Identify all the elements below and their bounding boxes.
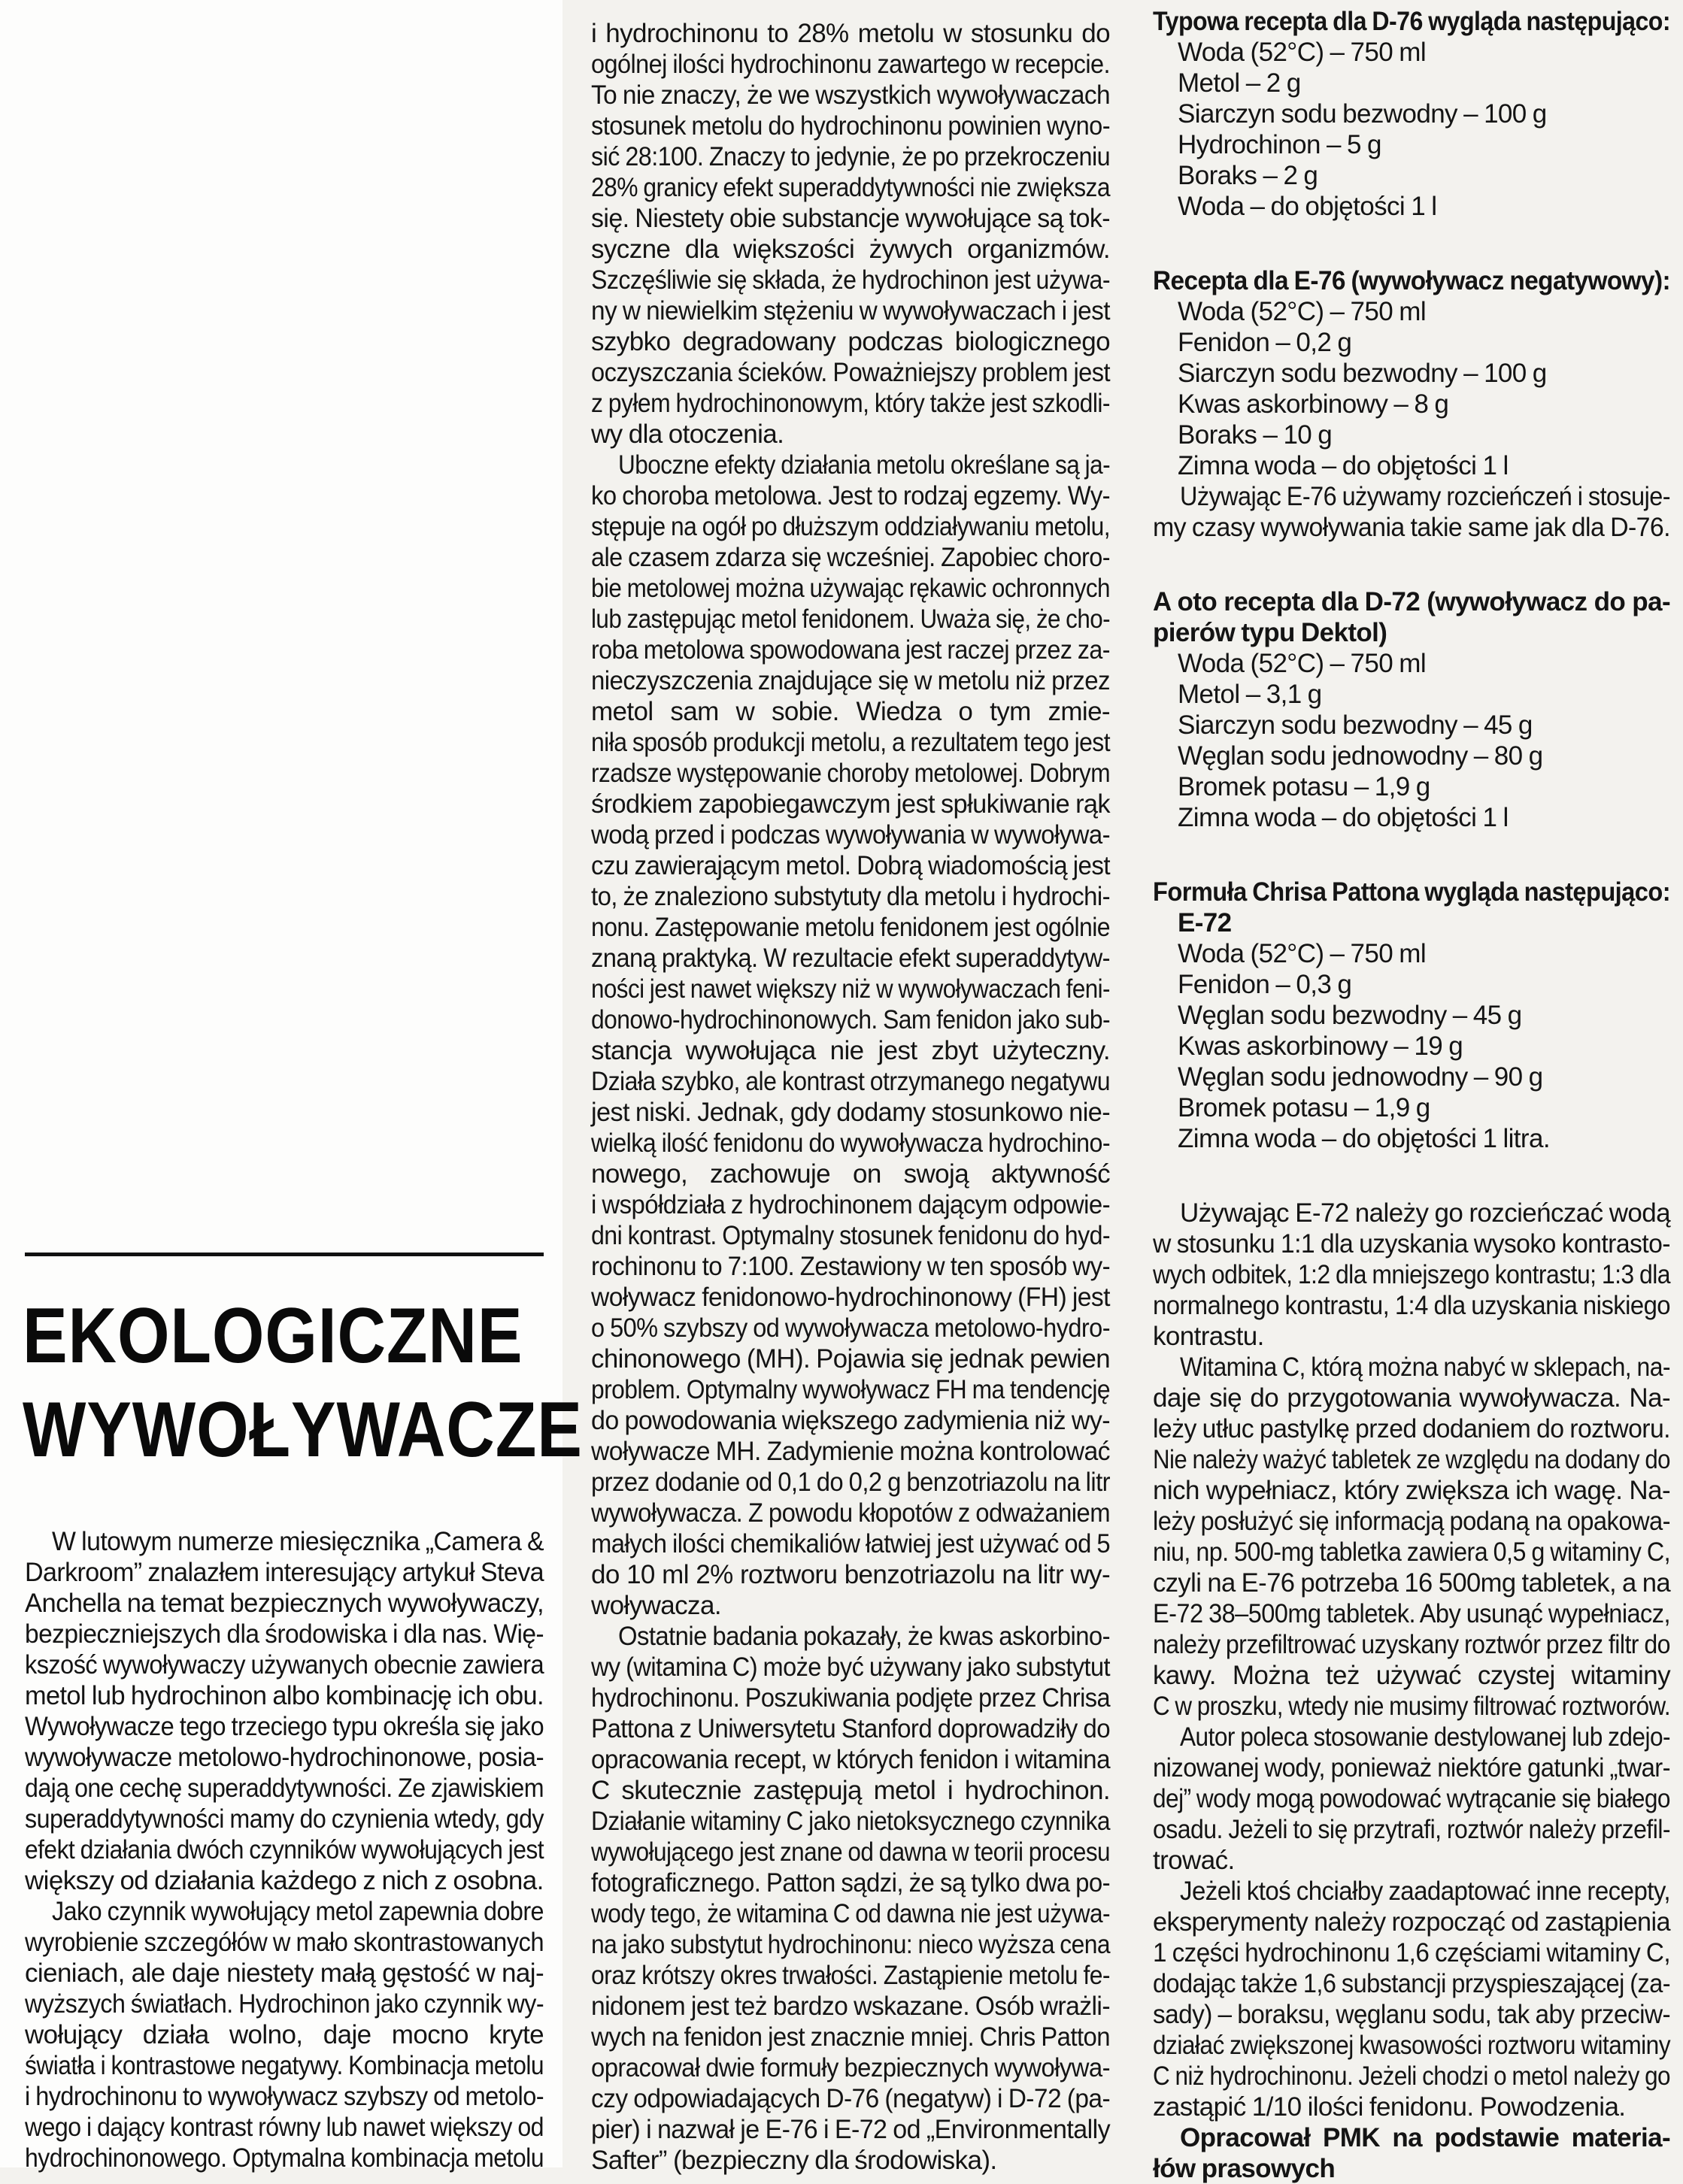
body-line: syczne dla większości żywych organizmów. [591,235,1110,264]
body-line: ogólnej ilości hydrochinonu zawartego w recepcie. [591,50,1110,79]
body-line: pier) i nazwał je E-76 i E-72 od „Environmentally [591,2115,1111,2144]
body-line: znaną praktyką. W rezultacie efekt superaddytyw- [591,944,1110,973]
recipe-block [1153,877,1670,1154]
spacer [1153,222,1670,265]
recipe-ingredient: Woda (52°C) – 750 ml [1178,297,1427,326]
recipe-ingredient: Metol – 2 g [1178,68,1301,98]
body-line: oraz krótszy okres trwałości. Zastąpienie metolu fe- [591,1961,1110,1990]
body-line: nidonem jest też bardzo wskazane. Osób wrażli- [591,1992,1110,2021]
recipe-ingredient: Fenidon – 0,2 g [1178,328,1352,357]
body-line: nowego, zachowuje on swoją aktywność [591,1159,1110,1189]
body-line: Wywoływacze tego trzeciego typu określa się jako [25,1712,544,1741]
body-line: Nie należy ważyć tabletek ze względu na dodany do [1153,1445,1670,1474]
recipe-ingredient: Woda (52°C) – 750 ml [1178,649,1427,678]
recipe-heading: Recepta dla E-76 (wywoływacz negatywowy): [1153,266,1671,295]
body-line: ale czasem zdarza się wcześniej. Zapobiec choro- [591,543,1110,572]
body-line: woływacze MH. Zadymienie można kontrolować [591,1437,1110,1466]
body-line: Anchella na temat bezpiecznych wywoływaczy, [25,1589,544,1618]
body-line: rzadsze występowanie choroby metolowej. Dobrym [591,759,1110,788]
body-line: i hydrochinonu to 28% metolu w stosunku do [591,19,1110,48]
body-line: czy odpowiadających D-76 (negatyw) i D-72 (pa- [591,2084,1111,2113]
recipe-heading: Typowa recepta dla D-76 wygląda następująco: [1153,7,1670,36]
body-line: woływacz fenidonowo-hydrochinonowy (FH) jest [591,1283,1110,1312]
recipe-ingredient: Kwas askorbinowy – 19 g [1178,1031,1463,1061]
spacer [1153,543,1670,586]
body-line: opracował dwie formuły bezpiecznych wywoływa- [591,2053,1110,2083]
body-line: małych ilości chemikaliów łatwiej jest używać od 5 [591,1529,1110,1558]
recipe-ingredient: Siarczyn sodu bezwodny – 45 g [1178,710,1533,740]
body-line: hydrochinonu. Poszukiwania podjęte przez Chrisa [591,1683,1111,1713]
article-title-line: EKOLOGICZNE [23,1292,523,1380]
body-line: nizowanej wody, ponieważ niektóre gatunki „twar- [1153,1753,1670,1783]
body-line: To nie znaczy, że we wszystkich wywoływaczach [591,80,1111,110]
body-line: działać zwiększonej kwasowości roztworu witaminy [1153,2031,1671,2060]
body-line: wych na fenidon jest znacznie mniej. Chris Patton [591,2022,1111,2052]
recipe-ingredient: Boraks – 2 g [1178,161,1318,190]
recipe-block [1153,586,1670,833]
recipe-ingredient: Woda (52°C) – 750 ml [1178,38,1427,67]
spacer [1153,833,1670,877]
body-line: wielką ilość fenidonu do wywoływacza hydrochino- [591,1128,1111,1158]
article-title-line: WYWOŁYWACZE [23,1386,583,1474]
body-line: do 10 ml 2% roztworu benzotriazolu na litr wy- [591,1560,1110,1589]
body-line: ności jest nawet większy niż w wywoływaczach feni- [591,974,1110,1004]
recipe-note: my czasy wywoływania takie same jak dla D-76. [1153,513,1671,542]
body-line: z pyłem hydrochinonowym, który także jest szkodli- [591,389,1110,418]
body-line: i hydrochinonu to wywoływacz szybszy od metolo- [25,2082,544,2111]
recipe-heading: pierów typu Dektol) [1153,618,1387,647]
body-line: sady) – boraksu, węglanu sodu, tak aby przeciw- [1153,2000,1671,2029]
body-line: chinonowego (MH). Pojawia się jednak pewien [591,1344,1111,1374]
body-line: bezpieczniejszych dla środowiska i dla nas. Wię- [25,1619,544,1649]
body-line: szybko degradowany podczas biologicznego [591,327,1110,356]
body-line: przez dodanie od 0,1 do 0,2 g benzotriazolu na litr [591,1468,1110,1497]
body-line: Jeżeli ktoś chciałby zaadaptować inne recepty, [1180,1877,1671,1906]
body-line: Jako czynnik wywołujący metol zapewnia dobre [52,1897,544,1926]
body-line: światła i kontrastowe negatywy. Kombinacja metolu [25,2051,544,2080]
body-line: do powodowania większego zadymienia niż wy- [591,1406,1111,1435]
body-line: hydrochinonowego. Optymalna kombinacja metolu [25,2143,544,2173]
body-line: woływacza. [591,1591,721,1620]
body-line: daje się do przygotowania wywoływacza. Na- [1153,1383,1670,1413]
body-line: wywołującego jest znane od dawna w teorii procesu [591,1837,1111,1867]
body-line: sić 28:100. Znaczy to jedynie, że po przekroczeniu [591,142,1111,171]
credit-line: łów prasowych [1153,2154,1336,2183]
body-line: leży posłużyć się informacją podaną na opakowa- [1153,1507,1671,1536]
body-line: dni kontrast. Optymalny stosunek fenidonu do hyd- [591,1221,1111,1250]
spacer [1153,1154,1670,1198]
body-line: problem. Optymalny wywoływacz FH ma tendencję [591,1375,1111,1404]
body-line: stosunek metolu do hydrochinonu powinien wyno- [591,111,1110,141]
body-line: ny w niewielkim stężeniu w wywoływaczach i jest [591,296,1110,326]
body-line: na jako substytut hydrochinonu: nieco wyższa cena [591,1930,1111,1959]
body-line: nieczyszczenia znajdujące się w metolu niż przez [591,666,1110,695]
body-line: efekt działania dwóch czynników wywołujących jest [25,1835,544,1864]
body-line: Witamina C, którą można nabyć w sklepach, na- [1180,1353,1671,1382]
body-line: wego i dający kontrast równy lub nawet większy od [25,2113,544,2142]
recipe-heading: Formuła Chrisa Pattona wygląda następująco: [1153,877,1671,907]
body-line: oczyszczania ścieków. Poważniejszy problem jest [591,358,1111,387]
body-line: o 50% szybszy od wywoływacza metolowo-hydro- [591,1313,1110,1343]
recipe-ingredient: Siarczyn sodu bezwodny – 100 g [1178,359,1547,388]
recipe-ingredient: Hydrochinon – 5 g [1178,130,1381,159]
recipe-ingredient: Zimna woda – do objętości 1 l [1178,451,1509,480]
recipe-ingredient: Boraks – 10 g [1178,420,1333,450]
recipe-ingredient: Węglan sodu jednowodny – 80 g [1178,741,1543,771]
body-line: niła sposób produkcji metolu, a rezultatem tego jest [591,728,1111,757]
body-line: dej” wody mogą powodować wytrącanie się białego [1153,1784,1670,1813]
body-line: wy dla otoczenia. [591,420,784,449]
body-line: należy przefiltrować uzyskany roztwór przez filtr do [1153,1630,1670,1659]
body-line: wody tego, że witamina C od dawna nie jest używa- [591,1899,1111,1928]
body-line: wy (witamina C) może być używany jako substytut [591,1652,1111,1682]
body-line: Szczęśliwie się składa, że hydrochinon jest używa- [591,265,1110,295]
body-line: dają one cechę superaddytywności. Ze zjawiskiem [25,1774,544,1803]
body-line: czyli na E-76 potrzeba 16 500mg tabletek, a na [1153,1568,1671,1598]
recipe-block [1153,265,1670,543]
right-column-body [1153,1154,1670,2122]
body-line: C skutecznie zastępują metol i hydrochinon. [591,1776,1110,1805]
body-line: wyrobienie szczegółów w mało skontrastowanych [25,1928,544,1957]
left-column-body [25,1526,544,2173]
body-line: C w proszku, wtedy nie musimy filtrować roztworów. [1153,1692,1671,1721]
body-line: w stosunku 1:1 dla uzyskania wysoko kontrasto- [1153,1229,1670,1259]
body-line: stępuje na ogół po dłuższym oddziaływaniu metolu, [591,512,1111,541]
body-line: Pattona z Uniwersytetu Stanford doprowadziły do [591,1714,1110,1743]
body-line: wyższych światłach. Hydrochinon jako czynnik wy- [25,1989,544,2019]
body-line: i współdziała z hydrochinonem dającym odpowie- [591,1190,1111,1219]
body-line: większy od działania każdego z nich z osobna. [25,1866,544,1895]
body-line: leży utłuc pastylkę przed dodaniem do roztworu. [1153,1414,1670,1443]
recipe-ingredient: Metol – 3,1 g [1178,680,1322,709]
body-line: się. Niestety obie substancje wywołujące są tok- [591,204,1110,233]
body-line: opracowania recept, w których fenidon i witamina [591,1745,1110,1774]
body-line: trować. [1153,1846,1235,1875]
article-title [23,1289,583,1477]
body-line: lub zastępując metol fenidonem. Uważa się, że cho- [591,604,1111,634]
body-line: osadu. Jeżeli to się przytrafi, roztwór należy przefil- [1153,1815,1671,1844]
body-line: metol sam w sobie. Wiedza o tym zmie- [591,697,1110,726]
body-line: bie metolowej można używając rękawic ochronnych [591,574,1110,603]
body-line: dodając także 1,6 substancji przyspieszającej (za- [1153,1969,1671,1998]
recipe-subheading: E-72 [1178,908,1232,938]
body-line: jest niski. Jednak, gdy dodamy stosunkowo nie- [591,1098,1111,1127]
body-line: kontrastu. [1153,1322,1264,1351]
recipe-ingredient: Zimna woda – do objętości 1 litra. [1178,1124,1550,1153]
body-line: superaddytywności mamy do czynienia wtedy, gdy [25,1804,544,1834]
body-line: Ostatnie badania pokazały, że kwas askorbino- [618,1622,1110,1651]
body-line: metol lub hydrochinon albo kombinację ich obu. [25,1681,544,1710]
body-line: Działa szybko, ale kontrast otrzymanego negatywu [591,1067,1110,1096]
body-line: kawy. Można też używać czystej witaminy [1153,1661,1670,1690]
recipe-heading: A oto recepta dla D-72 (wywoływacz do pa- [1153,587,1670,616]
body-line: kszość wywoływaczy używanych obecnie zawiera [25,1650,544,1680]
body-line: czu zawierającym metol. Dobrą wiadomością jest [591,851,1110,880]
middle-column-body [591,18,1110,2176]
body-line: stancja wywołująca nie jest zbyt użyteczny. [591,1036,1110,1065]
recipe-block [1153,6,1670,222]
body-line: C niż hydrochinonu. Jeżeli chodzi o metol należy go [1153,2061,1671,2091]
body-line: środkiem zapobiegawczym jest spłukiwanie rąk [591,789,1111,819]
body-line: normalnego kontrastu, 1:4 dla uzyskania niskiego [1153,1291,1670,1320]
body-line: ko choroba metolowa. Jest to rodzaj egzemy. Wy- [591,481,1111,510]
right-column [1153,6,1670,2184]
headline-rule [25,1253,544,1256]
body-line: wodą przed i podczas wywoływania w wywoływa- [591,820,1110,850]
body-line: roba metolowa spowodowana jest raczej przez za- [591,635,1110,665]
body-line: Autor poleca stosowanie destylowanej lub zdejo- [1180,1722,1670,1752]
body-line: Uboczne efekty działania metolu określane są ja- [618,450,1111,480]
recipe-ingredient: Woda – do objętości 1 l [1178,192,1437,221]
body-line: wych odbitek, 1:2 dla mniejszego kontrastu; 1:3 dla [1153,1260,1671,1289]
body-line: niu, np. 500-mg tabletka zawiera 0,5 g witaminy C, [1153,1537,1671,1567]
body-line: wołujący działa wolno, daje mocno kryte [25,2020,544,2049]
body-line: Safter” (bezpieczny dla środowiska). [591,2146,997,2175]
recipe-ingredient: Kwas askorbinowy – 8 g [1178,389,1449,419]
body-line: W lutowym numerze miesięcznika „Camera & [52,1527,544,1556]
body-line: cieniach, ale daje niestety małą gęstość w naj- [25,1958,544,1988]
recipe-ingredient: Węglan sodu bezwodny – 45 g [1178,1001,1522,1030]
recipe-ingredient: Woda (52°C) – 750 ml [1178,939,1427,968]
body-line: Darkroom” znalazłem interesujący artykuł Steva [25,1558,544,1587]
recipe-ingredient: Bromek potasu – 1,9 g [1178,772,1430,801]
recipe-note: Używając E-76 używamy rozcieńczeń i stosuje- [1180,482,1670,511]
body-line: fotograficznego. Patton sądzi, że są tylko dwa po- [591,1868,1111,1898]
recipes-section [1153,6,1670,1154]
article-credit [1153,2122,1670,2184]
body-line: eksperymenty należy rozpocząć od zastąpienia [1153,1907,1671,1937]
recipe-ingredient: Zimna woda – do objętości 1 l [1178,803,1509,832]
body-line: Działanie witaminy C jako nietoksycznego czynnika [591,1807,1110,1836]
recipe-ingredient: Siarczyn sodu bezwodny – 100 g [1178,99,1547,129]
body-line: 28% granicy efekt superaddytywności nie zwiększa [591,173,1111,202]
body-line: wywoływacze metolowo-hydrochinonowe, posia- [25,1743,544,1772]
body-line: donowo-hydrochinonowych. Sam fenidon jako sub- [591,1005,1111,1034]
body-line: zastąpić 1/10 ilości fenidonu. Powodzenia. [1153,2092,1626,2122]
body-line: E-72 38–500mg tabletek. Aby usunąć wypełniacz, [1153,1599,1670,1628]
body-line: wywoływacza. Z powodu kłopotów z odważaniem [591,1498,1110,1528]
body-line: Używając E-72 należy go rozcieńczać wodą [1180,1198,1670,1228]
recipe-ingredient: Bromek potasu – 1,9 g [1178,1093,1430,1122]
recipe-ingredient: Fenidon – 0,3 g [1178,970,1352,999]
recipe-ingredient: Węglan sodu jednowodny – 90 g [1178,1062,1543,1092]
body-line: nich wypełniacz, który zwiększa ich wagę. Na- [1153,1476,1670,1505]
credit-line: Opracował PMK na podstawie materia- [1180,2123,1670,2152]
body-line: rochinonu to 7:100. Zestawiony w ten sposób wy- [591,1252,1111,1281]
body-line: to, że znaleziono substytuty dla metolu i hydrochi- [591,882,1111,911]
body-line: nonu. Zastępowanie metolu fenidonem jest ogólnie [591,913,1111,942]
body-line: 1 części hydrochinonu 1,6 częściami witaminy C, [1153,1938,1670,1967]
